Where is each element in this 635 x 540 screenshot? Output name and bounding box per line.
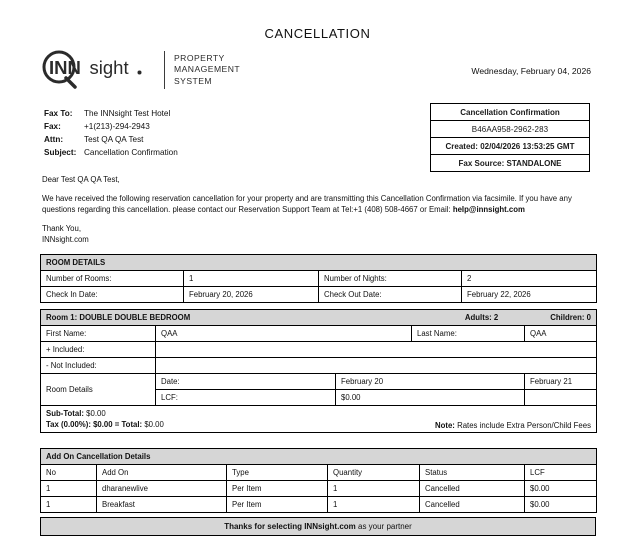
magnifying-glass-icon xyxy=(40,50,158,90)
svg-text:sight: sight xyxy=(89,57,129,78)
addon-lcf: $0.00 xyxy=(525,497,597,513)
addon-type: Per Item xyxy=(227,481,328,497)
addon-col-addon: Add On xyxy=(97,465,227,481)
addon-status: Cancelled xyxy=(420,481,525,497)
fax-value: +1(213)-294-2943 xyxy=(84,122,150,132)
confirmation-source-value: STANDALONE xyxy=(506,158,562,168)
table-row xyxy=(41,374,597,390)
room-details-table xyxy=(40,254,597,303)
addon-cancellation-table xyxy=(40,448,597,513)
totals-left xyxy=(46,408,164,430)
room-one-children: Children: 0 xyxy=(550,313,591,322)
addon-lcf: $0.00 xyxy=(525,481,597,497)
number-of-rooms-label: Number of Rooms: xyxy=(41,271,184,287)
room-details-sub-label: Room Details xyxy=(41,374,156,406)
innsight-logo xyxy=(40,50,240,90)
rates-note-label: Note: xyxy=(434,421,455,430)
addon-no: 1 xyxy=(41,497,97,513)
number-of-rooms-value: 1 xyxy=(184,271,319,287)
date-value-2: February 21 xyxy=(525,374,597,390)
attn-row xyxy=(44,133,178,146)
totals-cell xyxy=(41,406,597,433)
check-out-date-label: Check Out Date: xyxy=(319,287,462,303)
letter-closing: Thank You, xyxy=(42,224,82,233)
check-out-date-value: February 22, 2026 xyxy=(462,287,597,303)
check-in-date-value: February 20, 2026 xyxy=(184,287,319,303)
addon-quantity: 1 xyxy=(328,497,420,513)
room-details-title: ROOM DETAILS xyxy=(41,255,597,271)
room-one-header-row xyxy=(41,310,597,326)
addon-section-title: Add On Cancellation Details xyxy=(41,449,597,465)
table-row xyxy=(41,342,597,358)
table-row xyxy=(41,358,597,374)
letter-signature: INNsight.com xyxy=(42,235,89,244)
addon-col-lcf: LCF xyxy=(525,465,597,481)
table-row xyxy=(41,271,597,287)
tax-label: Tax ( xyxy=(46,420,64,429)
tax-total-line xyxy=(46,419,164,430)
total-label: Total: xyxy=(121,420,143,429)
subtotal-value: $0.00 xyxy=(86,409,106,418)
fax-to-label: Fax To: xyxy=(44,109,73,118)
subtotal-label: Sub-Total: xyxy=(46,409,84,418)
logo-tagline-line3: SYSTEM xyxy=(174,75,213,86)
last-name-label: Last Name: xyxy=(412,326,525,342)
lcf-value-2 xyxy=(525,390,597,406)
room-one-name: Room 1: DOUBLE DOUBLE BEDROOM xyxy=(46,313,191,322)
addon-name: dharanewlive xyxy=(97,481,227,497)
confirmation-source xyxy=(431,155,589,171)
addon-col-type: Type xyxy=(227,465,328,481)
confirmation-box xyxy=(430,103,590,172)
addon-column-header-row xyxy=(41,465,597,481)
svg-text:INN: INN xyxy=(49,57,81,78)
confirmation-created-label: Created: xyxy=(445,141,478,151)
fax-meta xyxy=(44,107,178,159)
not-included-label: - Not Included: xyxy=(41,358,156,374)
subtotal-line xyxy=(46,408,164,419)
addon-header-row xyxy=(41,449,597,465)
number-of-nights-label: Number of Nights: xyxy=(319,271,462,287)
confirmation-source-label: Fax Source: xyxy=(458,158,505,168)
subject-row xyxy=(44,146,178,159)
fax-to-row xyxy=(44,107,178,120)
table-row xyxy=(41,497,597,513)
addon-quantity: 1 xyxy=(328,481,420,497)
addon-name: Breakfast xyxy=(97,497,227,513)
table-row xyxy=(41,481,597,497)
logo-divider xyxy=(164,51,165,89)
last-name-value: QAA xyxy=(525,326,597,342)
room-one-table xyxy=(40,309,597,433)
attn-label: Attn: xyxy=(44,135,64,145)
logo-tagline-line2: MANAGEMENT xyxy=(174,64,241,75)
support-email: help@innsight.com xyxy=(452,205,525,214)
tax-mid: ): $0.00 = xyxy=(85,420,122,429)
date-label: Date: xyxy=(156,374,336,390)
totals-row xyxy=(41,406,597,433)
table-row xyxy=(41,287,597,303)
logo-tagline xyxy=(174,53,240,88)
addon-col-quantity: Quantity xyxy=(328,465,420,481)
footer-text-rest: as your partner xyxy=(355,522,412,531)
table-row xyxy=(41,326,597,342)
fax-to-value: The INNsight Test Hotel xyxy=(84,109,171,118)
addon-col-status: Status xyxy=(420,465,525,481)
not-included-value xyxy=(156,358,597,374)
logo-tagline-line1: PROPERTY xyxy=(174,52,225,63)
page-title: CANCELLATION xyxy=(264,26,371,41)
confirmation-created-value: 02/04/2026 13:53:25 GMT xyxy=(480,141,575,151)
tax-percent: 0.00% xyxy=(63,420,86,429)
included-value xyxy=(156,342,597,358)
addon-type: Per Item xyxy=(227,497,328,513)
fax-label: Fax: xyxy=(44,122,61,132)
subject-label: Subject: xyxy=(44,148,77,158)
fax-number-row xyxy=(44,120,178,133)
rates-note-text: Rates include Extra Person/Child Fees xyxy=(457,421,591,430)
confirmation-heading: Cancellation Confirmation xyxy=(431,104,589,121)
date-value-1: February 20 xyxy=(336,374,525,390)
rates-note xyxy=(435,421,591,430)
included-label: + Included: xyxy=(41,342,156,358)
addon-status: Cancelled xyxy=(420,497,525,513)
addon-no: 1 xyxy=(41,481,97,497)
confirmation-number: B46AA958-2962-283 xyxy=(431,121,589,138)
letter-paragraph-text: We have received the following reservation cancellation for your property and are transmitting this Cancellation Confirmation via facsimile. If you have any questions regarding this cancellation. please contact our Reservation Support Team at Tel:+1 (408) 508-4667 or Email: xyxy=(42,194,572,214)
first-name-value: QAA xyxy=(156,326,412,342)
lcf-label: LCF: xyxy=(156,390,336,406)
room-one-adults: Adults: 2 xyxy=(464,313,499,322)
letter-paragraph xyxy=(42,193,592,215)
total-value: $0.00 xyxy=(144,420,164,429)
number-of-nights-value: 2 xyxy=(462,271,597,287)
check-in-date-label: Check In Date: xyxy=(41,287,184,303)
room-details-header-row xyxy=(41,255,597,271)
footer-banner xyxy=(40,517,596,536)
subject-value: Cancellation Confirmation xyxy=(84,148,178,158)
lcf-value-1: $0.00 xyxy=(336,390,525,406)
addon-col-no: No xyxy=(41,465,97,481)
document-date: Wednesday, February 04, 2026 xyxy=(471,66,591,76)
first-name-label: First Name: xyxy=(41,326,156,342)
confirmation-created xyxy=(431,138,589,155)
letter-salutation: Dear Test QA QA Test, xyxy=(42,175,120,184)
room-one-header xyxy=(41,310,597,326)
letter-body xyxy=(42,174,592,245)
footer-text-bold: Thanks for selecting INNsight.com xyxy=(224,522,356,531)
attn-value: Test QA QA Test xyxy=(84,135,144,145)
